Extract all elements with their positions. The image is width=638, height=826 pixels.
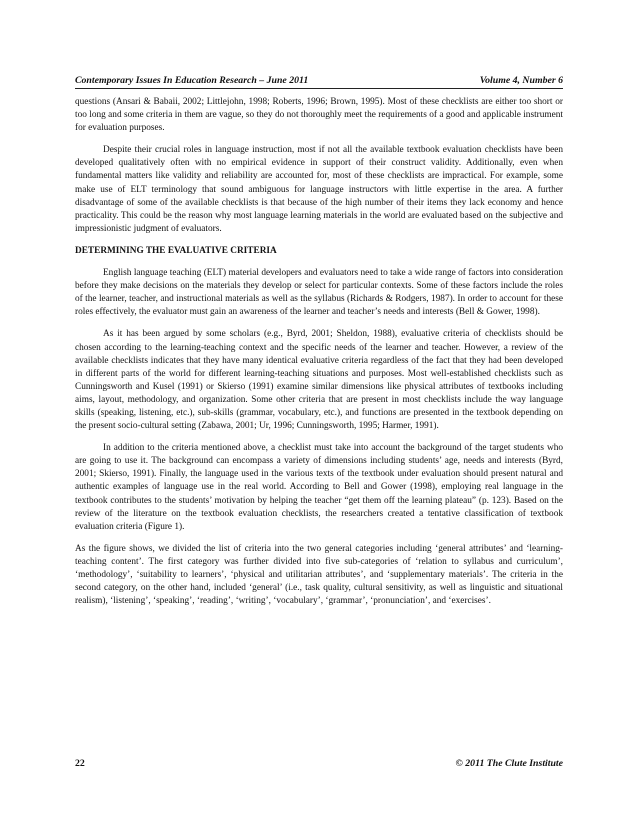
journal-title: Contemporary Issues In Education Research – June 2011 <box>75 75 309 86</box>
volume-number: Volume 4, Number 6 <box>479 75 563 86</box>
section-heading: DETERMINING THE EVALUATIVE CRITERIA <box>75 245 277 256</box>
paragraph-3: English language teaching (ELT) material developers and evaluators need to take a wide range of factors into consideration before they make decisions on the materials they develop or select for particular contexts. Some of these factors include the roles of the learner, teacher, and instructional materials as well as the syllabus (Richards & Rodgers, 1987). In order to account for these roles effectively, the evaluator must gain an awareness of the learner and teacher’s needs and interests (Bell & Gower, 1998). <box>75 268 563 318</box>
paragraph-5: In addition to the criteria mentioned above, a checklist must take into account the background of the target students who are going to use it. The background can encompass a variety of dimensions including students’ age, needs and interests (Byrd, 2001; Skierso, 1991). Finally, the language used in the various texts of the textbook under evaluation should present natural and authentic examples of language use in the real world. According to Bell and Gower (1998), employing real language in the textbook contributes to the students’ motivation by helping the teacher “get them off the learning plateau” (p. 123). Based on the review of the literature on the textbook evaluation checklists, the researchers created a tentative classification of textbook evaluation criteria (Figure 1). <box>75 443 563 532</box>
page-number: 22 <box>75 758 85 769</box>
page-footer <box>75 758 563 770</box>
paragraph-1: questions (Ansari & Babaii, 2002; Littlejohn, 1998; Roberts, 1996; Brown, 1995). Most of these checklists are either too short or too long and some criteria in them are vague, so they do not thoroughly meet the requirements of a good and applicable instrument for evaluation purposes. <box>75 97 563 134</box>
copyright-notice: © 2011 The Clute Institute <box>455 758 563 769</box>
running-header <box>75 75 563 89</box>
paragraph-4: As it has been argued by some scholars (e.g., Byrd, 2001; Sheldon, 1988), evaluative criteria of checklists should be chosen according to the learning-teaching context and the specific needs of the learner and teacher. However, a review of the available checklists indicates that they have many identical evaluative criteria regardless of the fact that they had been developed in different parts of the world for different learning-teaching situations and purposes. Most well-established checklists such as Cunningsworth and Kusel (1991) or Skierso (1991) examine similar dimensions like physical attributes of textbooks including aims, layout, methodology, and organization. Some other criteria that are present in most checklists include the way language skills (speaking, listening, etc.), sub-skills (grammar, vocabulary, etc.), and functions are presented in the textbook depending on the present socio-cultural setting (Zabawa, 2001; Ur, 1996; Cunningsworth, 1995; Harmer, 1991). <box>75 329 563 432</box>
body-text <box>75 96 563 617</box>
paragraph-6: As the figure shows, we divided the list of criteria into the two general categories including ‘general attributes’ and ‘learning-teaching content’. The first category was further divided into five sub-categories of ‘relation to syllabus and curriculum’, ‘methodology’, ‘suitability to learners’, ‘physical and utilitarian attributes’, and ‘supplementary materials’. The criteria in the second category, on the other hand, included ‘general’ (i.e., task quality, cultural sensitivity, as well as linguistic and situational realism), ‘listening’, ‘speaking’, ‘reading’, ‘writing’, ‘vocabulary’, ‘grammar’, ‘pronunciation’, and ‘exercises’. <box>75 543 563 607</box>
paragraph-2: Despite their crucial roles in language instruction, most if not all the available textbook evaluation checklists have been developed qualitatively often with no empirical evidence in support of their construct validity. Additionally, even when fundamental matters like validity and reliability are accounted for, most of these checklists are impractical. For example, some make use of ELT terminology that sound ambiguous for language instructors with little expertise in the area. A further disadvantage of some of the available checklists is that because of the high number of their items they lack economy and hence practicality. This could be the reason why most language learning materials in the world are evaluated based on the subjective and impressionistic judgment of evaluators. <box>75 145 563 234</box>
